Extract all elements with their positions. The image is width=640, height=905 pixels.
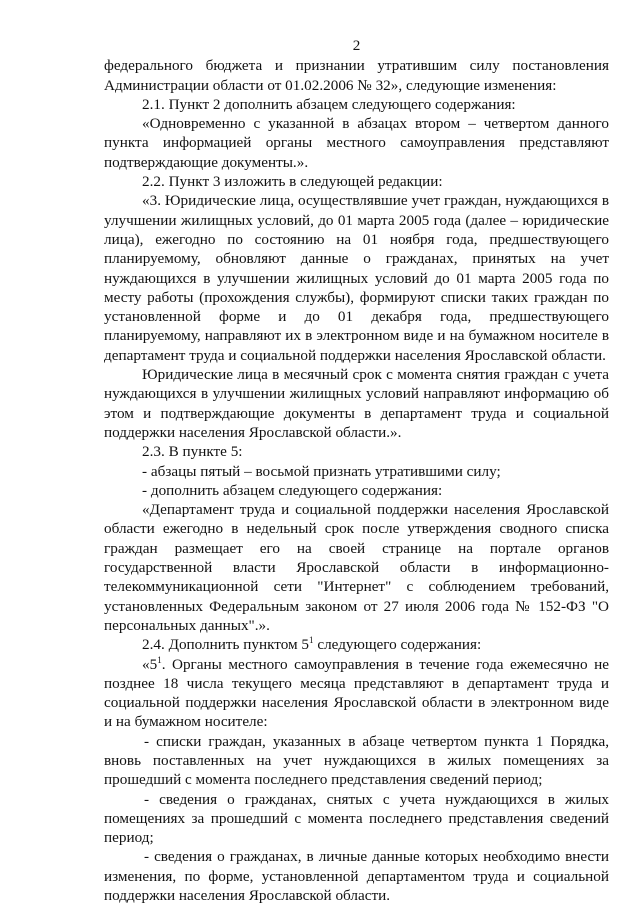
superscript: 1 [309, 635, 314, 646]
paragraph: федерального бюджета и признании утратившим силу постановления Администрации области от 01.02.2006 № 32», следующие изменения: [104, 57, 609, 94]
document-page [104, 36, 609, 905]
paragraph: 2.1. Пункт 2 дополнить абзацем следующего содержания: [142, 95, 516, 113]
list-item: - списки граждан, указанных в абзаце четвертом пункта 1 Порядка, вновь поставленных на учет нуждающихся в жилых помещениях за прошедший с момента последнего представления сведений период; [104, 732, 609, 789]
text-segment: «5 [142, 655, 158, 673]
list-item: - сведения о гражданах, в личные данные которых необходимо внести изменения, по форме, установленной департаментом труда и социальной поддержки населения Ярославской области. [104, 848, 609, 905]
page-number: 2 [352, 37, 361, 54]
paragraph: 2.2. Пункт 3 изложить в следующей редакции: [142, 173, 443, 191]
paragraph: «3. Юридические лица, осуществлявшие учет граждан, нуждающихся в улучшении жилищных условий, до 01 марта 2005 года (далее – юридические лица), ежегодно по состоянию на 01 ноября года, предшествующего планируемому, обновляют данные о гражданах, принятых на учет нуждающихся в улучшении жилищных условий до 01 марта 2005 года по месту работы (прохождения службы), формируют списки таких граждан по установленной форме и до 01 декабря года, предшествующего планируемому, направляют их в электронном виде и на бумажном носителе в департамент труда и социальной поддержки населения Ярославской области. [104, 192, 609, 364]
paragraph-item-5-1 [104, 655, 609, 732]
paragraph-item-2-4 [104, 635, 609, 654]
superscript: 1 [157, 654, 162, 665]
paragraph: «Департамент труда и социальной поддержки населения Ярославской области ежегодно в недельный срок после утверждения сводного списка граждан размещает его на своей странице на портале органов государственной власти Ярославской области в информационно-телекоммуникационной сети "Интернет" с соблюдением требований, установленных Федеральным законом от 27 июля 2006 года № 152-ФЗ "О персональных данных".». [104, 501, 609, 634]
paragraph: «Одновременно с указанной в абзацах втором – четвертом данного пункта информацией органы местного самоуправления представляют подтверждающие документы.». [104, 115, 609, 171]
paragraph: 2.3. В пункте 5: [142, 443, 243, 461]
text-segment: . Органы местного самоуправления в течение года ежемесячно не позднее 18 числа текущего месяца представляют в департамент труда и социальной поддержки населения Ярославской области в электронном виде и на бумажном носителе: [104, 655, 609, 731]
list-item: - сведения о гражданах, снятых с учета нуждающихся в жилых помещениях за прошедший с момента последнего представления сведений период; [104, 790, 609, 847]
paragraph: Юридические лица в месячный срок с момента снятия граждан с учета нуждающихся в улучшении жилищных условий направляют информацию об этом и подтверждающие документы в департамент труда и социальной поддержки населения Ярославской области.». [104, 366, 609, 441]
paragraph: - дополнить абзацем следующего содержания: [142, 481, 443, 499]
paragraph: - абзацы пятый – восьмой признать утратившими силу; [142, 462, 501, 480]
text-segment: 2.4. Дополнить пунктом 5 [142, 636, 310, 654]
text-segment: следующего содержания: [313, 636, 482, 654]
